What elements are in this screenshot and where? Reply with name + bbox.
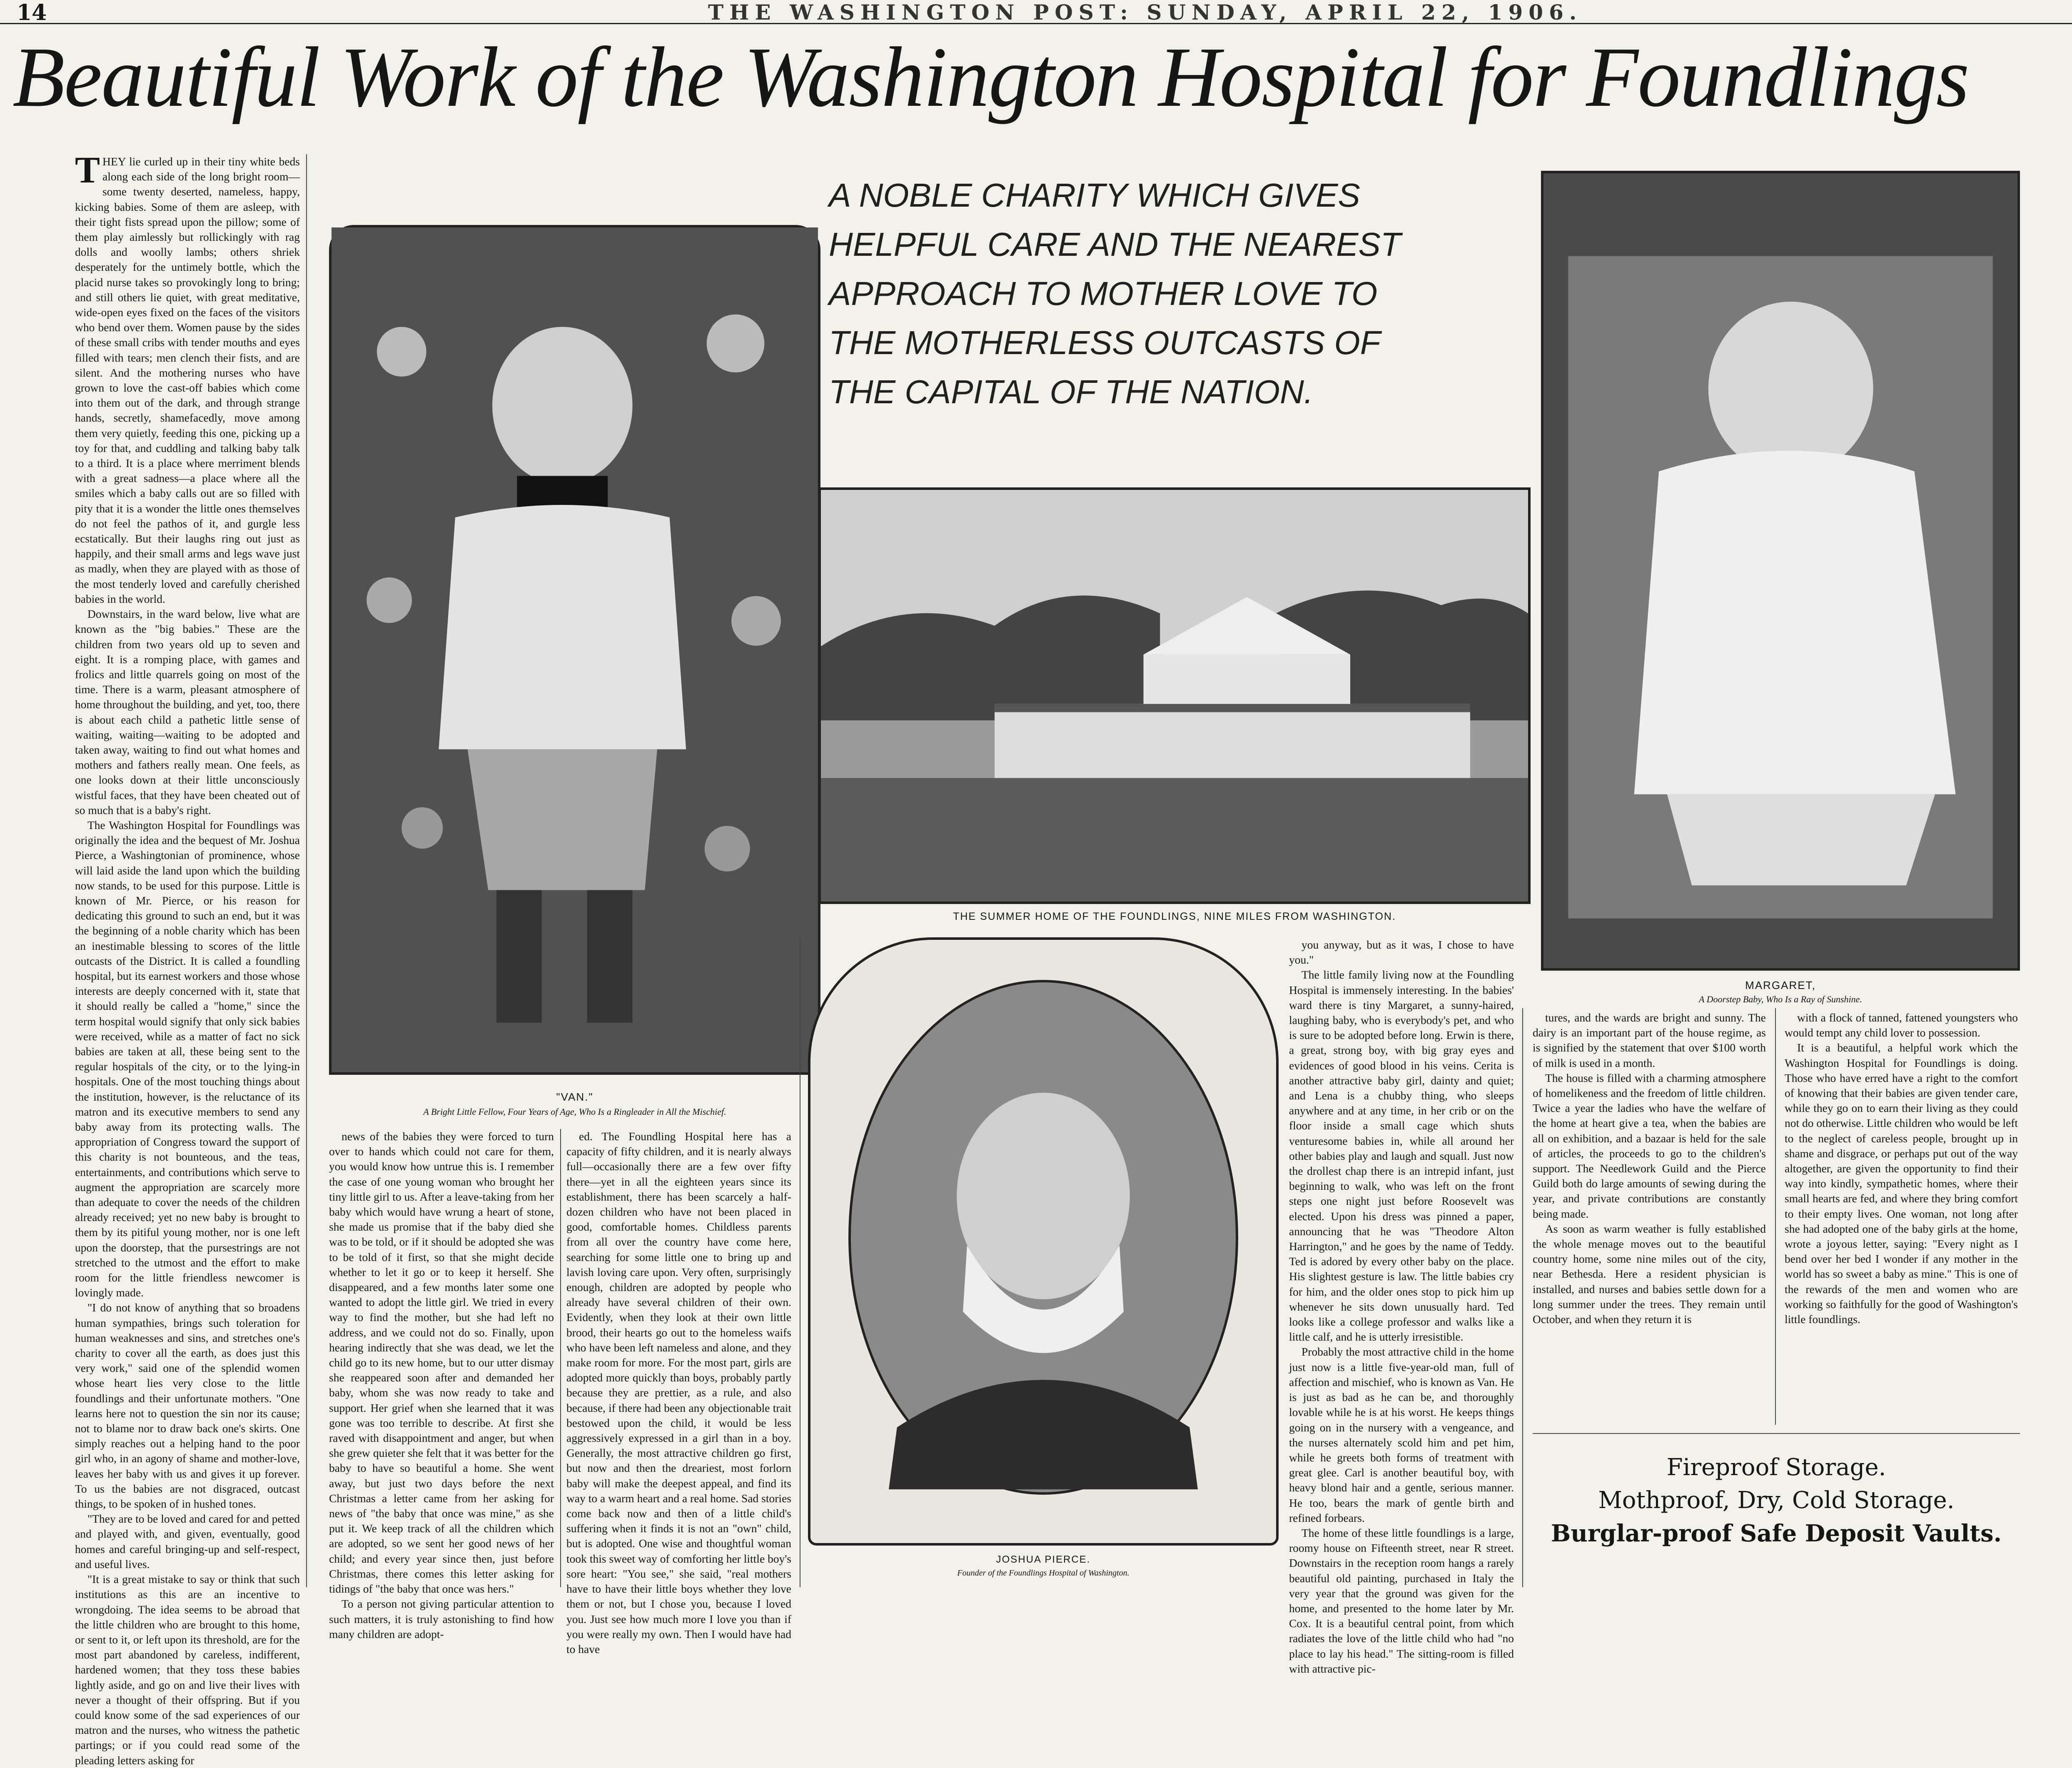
- article-paragraph: The home of these little foundlings is a large, roomy house on Fifteenth street, near R street. Downstairs in the reception room hangs a rarely beautiful old painting, purchased in Italy the very year that the ground was given for the home, and presented to the home later by Mr. Cox. It is a beautiful central point, from which radiates the love of the little child who had "no place to lay his head." The sitting-room is filled with attractive pic-: [1289, 1526, 1514, 1675]
- column-3: [566, 1129, 791, 1656]
- column-4: [1289, 937, 1514, 1675]
- article-paragraph: To a person not giving particular attention to such matters, it is truly astonishing to find how many children are adopt-: [329, 1597, 554, 1641]
- ad-line-2: Mothproof, Dry, Cold Storage.: [1598, 1487, 1955, 1514]
- column-6: [1785, 1010, 2018, 1427]
- article-paragraph: Probably the most attractive child in the home just now is a little five-year-old man, full of affection and mischief, who is known as Van. He is just as bad as he can be, and thoroughly lovable while he is at his worst. He keeps things going on in the nursery with a vengeance, and the nurses alternately scold him and pet him, while he greets both forms of treatment with great glee. Carl is another beautiful boy, with heavy blond hair and a gentle, serious manner. He too, bears the mark of gentle birth and refined forbears.: [1289, 1345, 1514, 1524]
- masthead-title: THE WASHINGTON POST: SUNDAY, APRIL 22, 1906.: [708, 0, 1583, 25]
- deck-line: THE CAPITAL OF THE NATION.: [829, 373, 1314, 410]
- headline: Beautiful Work of the Washington Hospital for Foundlings: [12, 29, 1969, 125]
- column-5: [1533, 1010, 1766, 1427]
- column-rule: [1522, 1008, 1523, 1587]
- margaret-caption-sub: A Doorstep Baby, Who Is a Ray of Sunshine.: [1699, 994, 1862, 1004]
- margaret-caption-title: MARGARET,: [1745, 979, 1816, 991]
- column-rule: [1775, 1008, 1776, 1425]
- van-caption-title: "VAN.": [556, 1091, 593, 1103]
- pierce-caption-sub: Founder of the Foundlings Hospital of Washington.: [957, 1568, 1130, 1578]
- pierce-portrait-image: [810, 940, 1276, 1543]
- article-paragraph: "It is a great mistake to say or think that such institutions as this are an incentive to wrongdoing. The idea seems to be abroad that the little children who are brought to this home, or sent to it, or left upon its threshold, are for the most part abandoned by careless, indifferent, hardened women; that they toss these babies lightly aside, and go on and live their lives with never a thought of their offspring. But if you could know some of the sad experiences of our matron and the nurses, who witness the pathetic partings; or if you could read some of the pleading letters asking for: [75, 1573, 300, 1767]
- ad-rule: [1533, 1433, 2020, 1434]
- van-caption-sub: A Bright Little Fellow, Four Years of Age, Who Is a Ringleader in All the Mischief.: [423, 1106, 726, 1117]
- article-paragraph: news of the babies they were forced to turn over to hands which could not care for them, you would know how untrue this is. I remember the case of one young woman who brought her tiny little girl to us. After a leave-taking from her baby which would have wrung a heart of stone, she made us promise that if the baby died she was to be told, or if it should be adopted she was to be told of it first, so that she might decide whether to let it go or to keep it herself. She disappeared, and a few months later some one wanted to adopt the little girl. We tried in every way to find the mother, but she had left no address, and we could not do so. Finally, upon hearing indirectly that she was dead, we let the child go to its new home, but to our utter dismay she reappeared soon after and demanded her baby, whom she was now ready to take and support. Her grief when she learned that it was gone was too terrible to describe. At first she raved with disappointment and anger, but when she grew quieter she felt that it was better for the baby to have so beautiful a home. She went away, but just two days before the next Christmas a letter came from her asking for news of "the baby that once was mine," as she put it. We keep track of all the children which are adopted, so we sent her good news of her child; and every year since then, just before Christmas, there comes this letter asking for tidings of "the baby that once was hers.": [329, 1130, 554, 1596]
- article-paragraph: "They are to be loved and cared for and petted and played with, and given, eventually, good homes and careful bringing-up and self-respect, and useful lives.: [75, 1512, 300, 1571]
- pierce-caption-title: JOSHUA PIERCE.: [996, 1554, 1091, 1565]
- article-paragraph: The Washington Hospital for Foundlings was originally the idea and the bequest of Mr. Joshua Pierce, a Washingtonian of prominence, whose will laid aside the land upon which the building now stands, to be used for this purpose. Little is known of Mr. Pierce, or his reason for dedicating this ground to such an end, but it was the beginning of a noble charity which has been an inestimable blessing to scores of the little outcasts of the District. It is called a foundling hospital, but its earnest workers and those whose interests are deeply concerned with it, state that it should really be called a "home," since the term hospital would signify that only sick babies were received, while as a matter of fact no sick babies are taken at all, these being sent to the regular hospitals of the city, or to the lying-in hospitals. One of the most touching things about the institution, however, is the reluctance of its matron and its executive members to send any baby away from its protecting walls. The appropriation of Congress toward the support of this charity is not bounteous, and the teas, entertainments, and contributions which serve to augment the appropriation are scarcely more than adequate to cover the needs of the children already received; yet no new baby is brought to them by its pitiful young mother, nor is one left upon the doorstep, that the pursestrings are not stretched to the utmost and the effort to make room for the little friendless newcomer is lovingly made.: [75, 818, 300, 1299]
- van-photo-image: [332, 227, 818, 1072]
- summer-home-photo: [818, 487, 1531, 904]
- summer-home-image: [821, 490, 1528, 901]
- article-paragraph: "I do not know of anything that so broadens human sympathies, brings such toleration for human weaknesses and sins, and stretches one's charity to cover all the earth, as does just this very work," said one of the splendid women whose heart lies very close to the little foundlings and their unfortunate mothers. "One learns here not to question the sin nor its cause; not to blame nor to draw back one's skirts. One simply reaches out a helping hand to the poor girl who, in an agony of shame and mother-love, leaves her baby with us and gives it up forever. To us the babies are not disgraced, outcast things, to be spoken of in hushed tones.: [75, 1301, 300, 1511]
- ad-line-1: Fireproof Storage.: [1666, 1454, 1886, 1481]
- article-paragraph: The house is filled with a charming atmosphere of homelikeness and the freedom of little children. Twice a year the ladies who have the welfare of the home at heart give a tea, when the babies are all on exhibition, and a bazaar is held for the sale of articles, the proceeds to go to the children's support. The Needlework Guild and the Pierce Guild both do large amounts of sewing during the year, and private contributions are constantly being made.: [1533, 1071, 1766, 1220]
- article-paragraph: It is a beautiful, a helpful work which the Washington Hospital for Foundlings is doing. Those who have erred have a right to the comfort of knowing that their babies are given tender care, while they go on to earn their living as they could not do otherwise. Little children who would be left to the neglect of careless people, brought up in shame and disgrace, or perhaps put out of the way altogether, are given the opportunity to find their way into kindly, sympathetic homes, where their small hearts are fed, and where they bring comfort to their empty lives. One woman, not long after she had adopted one of the baby girls at the home, wrote a joyous letter, saying: "Every night as I bend over her bed I wonder if any mother in the world has so sweet a baby as mine." This is one of the rewards of the men and women who are working so faithfully for the good of Washington's little foundlings.: [1785, 1041, 2018, 1326]
- article-paragraph: ed. The Foundling Hospital here has a capacity of fifty children, and it is nearly always full—occasionally there are a few over fifty there—yet in all the eighteen years since its establishment, there has been scarcely a half-dozen children who have not been placed in good, comfortable homes. Childless parents from all over the country have come here, searching for some little one to bring up and lavish loving care upon. Very often, surprisingly enough, children are adopted by people who already have several children of their own. Evidently, when they look at their own little brood, their hearts go out to the homeless waifs who have been left nameless and alone, and they make room for more. For the most part, girls are adopted more quickly than boys, probably partly because they are prettier, as a rule, and also because, if there had been any objectionable trait bestowed upon the child, it would be less aggressively expressed in a girl than in a boy. Generally, the most attractive children go first, but now and then the dreariest, most forlorn baby will make the deepest appeal, and find its way to a warm heart and a real home. Sad stories come back now and then of a little child's suffering when it finds it is not an "own" child, but is adopted. One wise and thoughtful woman took this sweet way of comforting her little boy's sore heart: "You see," she said, "real mothers have to have their little boys whether they love them or not, but I chose you, because I loved you. Just see how much more I love you than if you were really my own. Then I would have had to have: [566, 1130, 791, 1656]
- page-number: 14: [17, 0, 47, 25]
- deck-line: APPROACH TO MOTHER LOVE TO: [829, 275, 1378, 312]
- van-photo: [329, 225, 820, 1075]
- drop-cap: T: [75, 150, 100, 191]
- summer-home-caption: THE SUMMER HOME OF THE FOUNDLINGS, NINE MILES FROM WASHINGTON.: [953, 911, 1396, 922]
- margaret-photo: [1541, 171, 2020, 971]
- pierce-portrait-frame: [808, 937, 1279, 1546]
- ad-line-3: Burglar-proof Safe Deposit Vaults.: [1551, 1520, 2002, 1547]
- article-paragraph: tures, and the wards are bright and sunny. The dairy is an important part of the house regime, as is signified by the statement that over $100 worth of milk is used in a month.: [1533, 1011, 1766, 1069]
- article-paragraph: THEY lie curled up in their tiny white beds along each side of the long bright room—some twenty deserted, nameless, happy, kicking babies. Some of them are asleep, with their tight fists spread upon the pillow; some of them play aimlessly but rollickingly with rag dolls and woolly lambs; others shriek desperately for the untimely bottle, which the placid nurse takes so provokingly long to bring; and still others lie quiet, with great meditative, wide-open eyes fixed on the faces of the visitors who bend over them. Women pause by the sides of these small cribs with tender mouths and eyes filled with tears; men clench their fists, and are silent. And the mothering nurses who have grown to love the cast-off babies which come into them out of the dark, and through strange hands, secretly, shamefacedly, move among them very quietly, feeding this one, picking up a toy for that, and cuddling and talking baby talk to a third. It is a place where merriment blends with a great sadness—a place where all the smiles which a baby calls out are so filled with pity that it is a wonder the little ones themselves do not feel the pathos of it, and gurgle less ecstatically. But their laughs ring out just as happily, and their small arms and legs wave just as madly, when they are played with as those of the most tenderly loved and carefully cherished babies in the world.: [75, 150, 300, 605]
- column-2: [329, 1129, 554, 1641]
- deck-line: THE MOTHERLESS OUTCASTS OF: [829, 324, 1381, 361]
- column-rule: [560, 1129, 561, 1587]
- article-paragraph: Downstairs, in the ward below, live what are known as the "big babies." These are the children from two years old up to seven and eight. It is a romping place, with games and frolics and little quarrels going on most of the time. There is a warm, pleasant atmosphere of home throughout the building, and yet, too, there is about each child a pathetic little sense of waiting, waiting—waiting to be adopted and taken away, waiting to find out what homes and mothers and fathers really mean. One feels, as one looks down at their little unconsciously wistful faces, that they have been cheated out of so much that is a baby's right.: [75, 607, 300, 817]
- margaret-photo-image: [1543, 173, 2017, 968]
- deck-line: HELPFUL CARE AND THE NEAREST: [829, 226, 1401, 263]
- article-paragraph: with a flock of tanned, fattened youngsters who would tempt any child lover to possession.: [1785, 1011, 2018, 1039]
- article-paragraph: you anyway, but as it was, I chose to have you.": [1289, 938, 1514, 966]
- storage-advertisement: [1533, 1441, 2020, 1591]
- article-paragraph: The little family living now at the Foundling Hospital is immensely interesting. In the babies' ward there is tiny Margaret, a sunny-haired, laughing baby, who is everybody's pet, and who is sure to be adopted before long. Erwin is there, a great, strong boy, with big gray eyes and evidences of good blood in his veins. Cerita is another attractive baby girl, dainty and quiet; and Lena is a chubby thing, who sleeps anywhere and at any time, in her crib or on the floor inside a small cage which shuts venturesome babies in, while all around her other babies play and laugh and squall. Just now the drollest chap there is an intrepid infant, just beginning to walk, who was left on the front steps one night just before Roosevelt was elected. Upon his dress was pinned a paper, announcing that he was "Theodore Alton Harrington," and he goes by the name of Teddy. Ted is adored by every other baby on the place. His slightest gesture is law. The little babies cry for him, and the older ones stop to pick him up whenever he sits down unusually hard. Ted looks like a college professor and walks like a little calf, and he is utterly irresistible.: [1289, 968, 1514, 1343]
- column-1: [75, 150, 300, 1767]
- article-paragraph: As soon as warm weather is fully established the whole menage moves out to the beautiful country home, some nine miles out of the city, near Bethesda. Here a resident physician is installed, and nurses and babies settle down for a long summer under the trees. They remain until October, and when they return it is: [1533, 1222, 1766, 1326]
- deck-headline: [829, 171, 1445, 417]
- column-rule: [306, 154, 307, 1587]
- deck-line: A NOBLE CHARITY WHICH GIVES: [829, 177, 1360, 214]
